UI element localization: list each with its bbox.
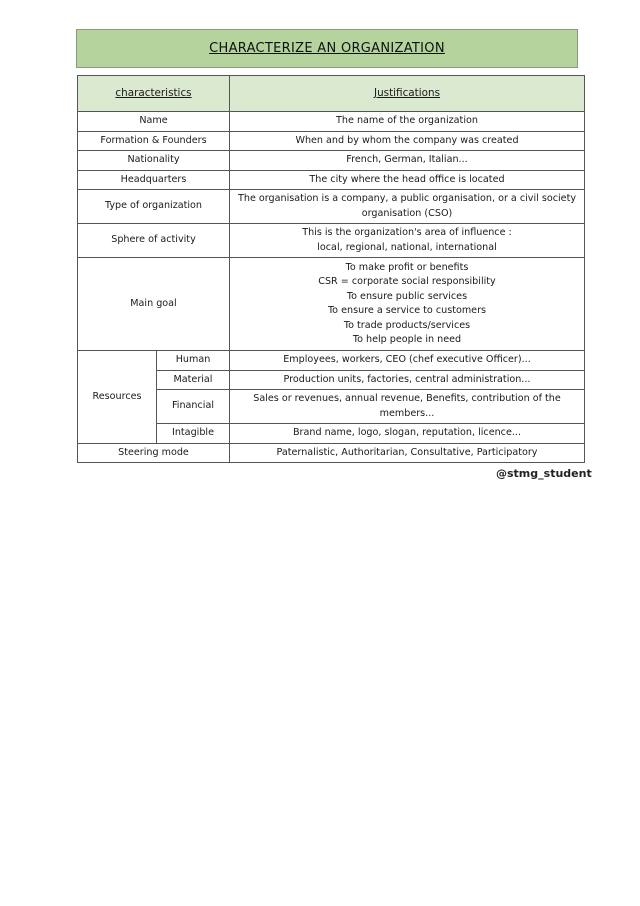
- table-row: [78, 258, 585, 351]
- row-label-headquarters: Headquarters: [78, 170, 230, 190]
- sphere-line: This is the organization's area of influence :: [302, 227, 512, 238]
- table-row: [78, 170, 585, 190]
- row-value-formation: When and by whom the company was created: [230, 131, 585, 151]
- author-handle: @stmg_student: [496, 467, 592, 480]
- table-row: [78, 131, 585, 151]
- page-title: CHARACTERIZE AN ORGANIZATION: [209, 41, 445, 56]
- row-label-nationality: Nationality: [78, 151, 230, 171]
- row-value-goal: [230, 258, 585, 351]
- row-value-type: The organisation is a company, a public organisation, or a civil society organisation (CSO): [230, 190, 585, 224]
- subrow-label-material: Material: [157, 370, 230, 390]
- goal-line: To make profit or benefits: [345, 261, 469, 273]
- row-label-type: Type of organization: [78, 190, 230, 224]
- row-value-nationality: French, German, Italian...: [230, 151, 585, 171]
- organization-table: [77, 75, 585, 463]
- table-header-row: [78, 76, 585, 112]
- table-row: [78, 151, 585, 171]
- title-banner: [76, 29, 578, 68]
- table-row: [78, 224, 585, 258]
- row-value-steering: Paternalistic, Authoritarian, Consultative, Participatory: [230, 443, 585, 463]
- row-label-formation: Formation & Founders: [78, 131, 230, 151]
- subrow-value-material: Production units, factories, central administration...: [230, 370, 585, 390]
- row-label-goal: Main goal: [78, 258, 230, 351]
- goal-line: To ensure public services: [346, 290, 468, 302]
- row-value-headquarters: The city where the head office is located: [230, 170, 585, 190]
- row-label-name: Name: [78, 112, 230, 132]
- subrow-value-financial: Sales or revenues, annual revenue, Benefits, contribution of the members...: [230, 390, 585, 424]
- subrow-label-intangible: Intagible: [157, 424, 230, 444]
- goal-line: To trade products/services: [343, 319, 471, 331]
- sphere-line: local, regional, national, international: [317, 241, 497, 253]
- table-row: [78, 443, 585, 463]
- goal-line: CSR = corporate social responsibility: [318, 276, 496, 287]
- row-label-steering: Steering mode: [78, 443, 230, 463]
- row-value-name: The name of the organization: [230, 112, 585, 132]
- header-justifications: Justifications: [230, 76, 585, 112]
- table-row: [78, 190, 585, 224]
- table-row: [78, 112, 585, 132]
- goal-line: To ensure a service to customers: [327, 305, 487, 316]
- row-label-resources: Resources: [78, 351, 157, 444]
- subrow-value-human: Employees, workers, CEO (chef executive Officer)...: [230, 351, 585, 371]
- header-characteristics: characteristics: [78, 76, 230, 112]
- row-label-sphere: Sphere of activity: [78, 224, 230, 258]
- subrow-value-intangible: Brand name, logo, slogan, reputation, licence...: [230, 424, 585, 444]
- subrow-label-human: Human: [157, 351, 230, 371]
- table-row: [78, 351, 585, 371]
- goal-line: To help people in need: [352, 334, 462, 345]
- row-value-sphere: [230, 224, 585, 258]
- subrow-label-financial: Financial: [157, 390, 230, 424]
